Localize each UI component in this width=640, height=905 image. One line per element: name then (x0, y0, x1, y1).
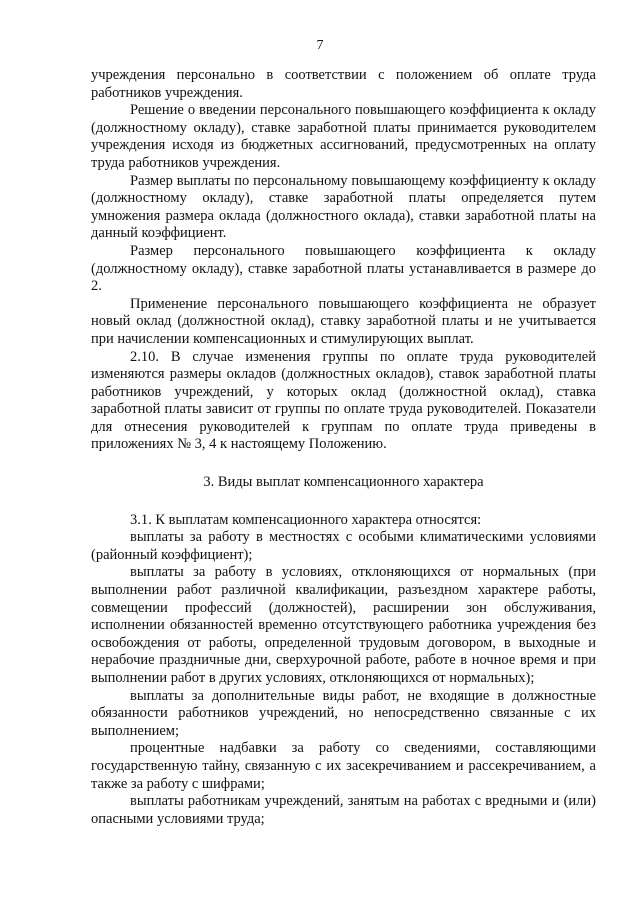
document-body (91, 67, 596, 828)
paragraph: выплаты за дополнительные виды работ, не входящие в должностные обязанности работников учреждений, но непосредственно связанные с их выполнением; (91, 687, 596, 739)
paragraph: выплаты работникам учреждений, занятым на работах с вредными и (или) опасными условиями труда; (91, 793, 596, 827)
paragraph: Применение персонального повышающего коэффициента не образует новый оклад (должностной оклад), ставку заработной платы и не учитывается при начислении компенсационных и стимулирующих выплат. (91, 295, 596, 347)
paragraph: выплаты за работу в условиях, отклоняющихся от нормальных (при выполнении работ различной квалификации, разъездном характере работы, совмещении профессий (должностей), расширении зон обслуживания, исполнении обязанностей временно отсутствующего работника учреждения без освобождения от работы, определенной трудовым договором, в выходные и нерабочие праздничные дни, сверхурочной работе, работе в ночное время и при выполнении работ в других условиях, отклоняющихся от нормальных); (91, 564, 596, 686)
page-number: 7 (316, 38, 324, 53)
paragraph: процентные надбавки за работу со сведениями, составляющими государственную тайну, связанную с их засекречиванием и рассекречиванием, а также за работу с шифрами; (91, 740, 596, 792)
paragraph: Размер выплаты по персональному повышающему коэффициенту к окладу (должностному окладу), ставке заработной платы определяется путем умножения размера оклада (должностного оклада), ставки заработной платы на данный коэффициент. (91, 172, 596, 242)
paragraph: выплаты за работу в местностях с особыми климатическими условиями (районный коэффициент); (91, 529, 596, 563)
paragraph: учреждения персонально в соответствии с положением об оплате труда работников учреждения. (91, 67, 596, 101)
paragraph: 3.1. К выплатам компенсационного характера относятся: (130, 511, 482, 528)
paragraph: Размер персонального повышающего коэффициента к окладу (должностному окладу), ставке заработной платы устанавливается в размере до 2. (91, 242, 596, 295)
paragraph: Решение о введении персонального повышающего коэффициента к окладу (должностному окладу), ставке заработной платы принимается руководителем учреждения исходя из бюджетных ассигнований, предусмотренных на оплату труда работников учреждения. (91, 102, 596, 171)
section-heading: 3. Виды выплат компенсационного характера (203, 474, 484, 491)
paragraph: 2.10. В случае изменения группы по оплате труда руководителей изменяются размеры окладов (должностных окладов), ставок заработной платы работников учреждений, у которых оклад (должностной оклад), ставка заработной платы зависит от группы по оплате труда руководителей. Показатели для отнесения руководителей к группам по оплате труда приведены в приложениях № 3, 4 к настоящему Положению. (91, 348, 596, 453)
